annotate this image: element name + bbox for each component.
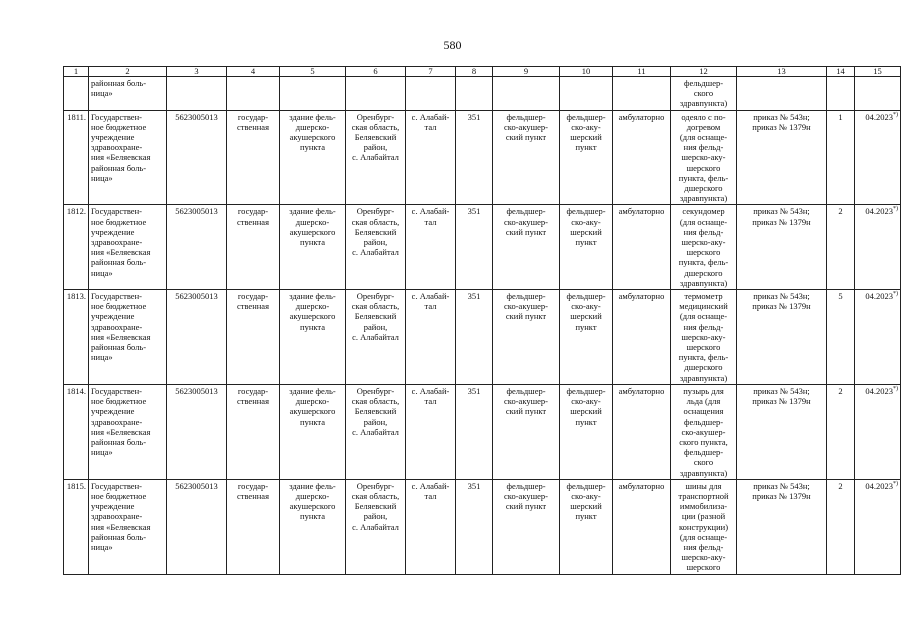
unit-type-cell: фельдшер- ско-аку- шерский пункт: [560, 290, 613, 385]
equipment-cell: термометр медицинский (для оснаще- ния фельд- шерско-аку- шерского пункта, фель- дшерского здравпункта): [671, 290, 737, 385]
header-cell: 6: [346, 67, 406, 77]
org-name-cell: Государствен- ное бюджетное учреждение здравоохране- ния «Беляевская районная боль- ница»: [89, 110, 167, 205]
ownership-cell: государ- ственная: [227, 110, 280, 205]
table-row: [64, 384, 901, 479]
quantity-cell: 2: [827, 384, 855, 479]
unit-type-cell: фельдшер- ско-аку- шерский пункт: [560, 384, 613, 479]
date-text: 04.2023: [865, 480, 893, 491]
org-cell: районная боль- ница»: [89, 77, 167, 111]
address-cell: Оренбург- ская область, Беляевский район, с. Алабайтал: [346, 479, 406, 574]
org-name-cell: Государствен- ное бюджетное учреждение здравоохране- ния «Беляевская районная боль- ница»: [89, 205, 167, 290]
quantity-cell: 5: [827, 290, 855, 385]
inn-cell: 5623005013: [167, 290, 227, 385]
cell: [855, 77, 901, 111]
cell: [280, 77, 346, 111]
row-number-cell: 1812.: [64, 205, 89, 290]
unit-cell: фельдшер- ско-акушер- ский пункт: [493, 290, 560, 385]
page-number: 580: [443, 38, 462, 52]
row-number-cell: 1815.: [64, 479, 89, 574]
settlement-cell: с. Алабай- тал: [406, 205, 456, 290]
header-cell: 15: [855, 67, 901, 77]
care-type-cell: амбулаторно: [613, 384, 671, 479]
building-cell: здание фель- дшерско- акушерского пункта: [280, 479, 346, 574]
cell: [406, 77, 456, 111]
building-cell: здание фель- дшерско- акушерского пункта: [280, 384, 346, 479]
ownership-cell: государ- ственная: [227, 290, 280, 385]
org-name-cell: Государствен- ное бюджетное учреждение здравоохране- ния «Беляевская районная боль- ница»: [89, 479, 167, 574]
cell: [167, 77, 227, 111]
address-cell: Оренбург- ская область, Беляевский район, с. Алабайтал: [346, 110, 406, 205]
date-cell: [855, 205, 901, 290]
settlement-cell: с. Алабай- тал: [406, 110, 456, 205]
date-cell: [855, 479, 901, 574]
ownership-cell: государ- ственная: [227, 205, 280, 290]
table-row: [64, 479, 901, 574]
item-cell: фельдшер- ского здравпункта): [671, 77, 737, 111]
date-text: 04.2023: [865, 206, 893, 217]
header-cell: 4: [227, 67, 280, 77]
quantity-cell: 2: [827, 479, 855, 574]
date-footnote-mark: *): [893, 291, 898, 298]
order-cell: приказ № 543н; приказ № 1379н: [737, 384, 827, 479]
building-cell: здание фель- дшерско- акушерского пункта: [280, 205, 346, 290]
date-footnote-mark: *): [893, 111, 898, 118]
code-cell: 351: [456, 110, 493, 205]
address-cell: Оренбург- ская область, Беляевский район, с. Алабайтал: [346, 290, 406, 385]
cell: [737, 77, 827, 111]
inn-cell: 5623005013: [167, 479, 227, 574]
unit-type-cell: фельдшер- ско-аку- шерский пункт: [560, 110, 613, 205]
date-cell: [855, 290, 901, 385]
cell: [456, 77, 493, 111]
equipment-cell: шины для транспортной иммобилиза- ции (разной конструкции) (для оснаще- ния фельд- шерско-аку- шерского: [671, 479, 737, 574]
ownership-cell: государ- ственная: [227, 384, 280, 479]
header-cell: 12: [671, 67, 737, 77]
row-number-cell: 1814.: [64, 384, 89, 479]
inn-cell: 5623005013: [167, 205, 227, 290]
equipment-cell: секундомер (для оснаще- ния фельд- шерско-аку- шерского пункта, фель- дшерского здравпункта): [671, 205, 737, 290]
code-cell: 351: [456, 479, 493, 574]
order-cell: приказ № 543н; приказ № 1379н: [737, 205, 827, 290]
header-cell: 11: [613, 67, 671, 77]
quantity-cell: 1: [827, 110, 855, 205]
order-cell: приказ № 543н; приказ № 1379н: [737, 290, 827, 385]
unit-cell: фельдшер- ско-акушер- ский пункт: [493, 384, 560, 479]
header-cell: 3: [167, 67, 227, 77]
cell: [227, 77, 280, 111]
org-name-cell: Государствен- ное бюджетное учреждение здравоохране- ния «Беляевская районная боль- ница»: [89, 290, 167, 385]
header-cell: 2: [89, 67, 167, 77]
continuation-row: [64, 77, 901, 111]
cell: [613, 77, 671, 111]
code-cell: 351: [456, 384, 493, 479]
header-cell: 7: [406, 67, 456, 77]
code-cell: 351: [456, 205, 493, 290]
building-cell: здание фель- дшерско- акушерского пункта: [280, 290, 346, 385]
date-text: 04.2023: [865, 111, 893, 122]
table-row: [64, 290, 901, 385]
cell: [827, 77, 855, 111]
header-cell: 13: [737, 67, 827, 77]
table-row: [64, 110, 901, 205]
date-text: 04.2023: [865, 291, 893, 302]
settlement-cell: с. Алабай- тал: [406, 479, 456, 574]
code-cell: 351: [456, 290, 493, 385]
equipment-cell: одеяло с по- догревом (для оснаще- ния фельд- шерско-аку- шерского пункта, фель- дшерского здравпункта): [671, 110, 737, 205]
header-cell: 9: [493, 67, 560, 77]
address-cell: Оренбург- ская область, Беляевский район, с. Алабайтал: [346, 205, 406, 290]
header-cell: 10: [560, 67, 613, 77]
care-type-cell: амбулаторно: [613, 479, 671, 574]
care-type-cell: амбулаторно: [613, 205, 671, 290]
ownership-cell: государ- ственная: [227, 479, 280, 574]
cell: [560, 77, 613, 111]
settlement-cell: с. Алабай- тал: [406, 384, 456, 479]
row-number-cell: 1811.: [64, 110, 89, 205]
header-cell: 1: [64, 67, 89, 77]
unit-cell: фельдшер- ско-акушер- ский пункт: [493, 479, 560, 574]
date-footnote-mark: *): [893, 480, 898, 487]
unit-type-cell: фельдшер- ско-аку- шерский пункт: [560, 205, 613, 290]
cell: [493, 77, 560, 111]
org-name-cell: Государствен- ное бюджетное учреждение здравоохране- ния «Беляевская районная боль- ница»: [89, 384, 167, 479]
cell: [64, 77, 89, 111]
care-type-cell: амбулаторно: [613, 110, 671, 205]
address-cell: Оренбург- ская область, Беляевский район, с. Алабайтал: [346, 384, 406, 479]
table-row: [64, 205, 901, 290]
settlement-cell: с. Алабай- тал: [406, 290, 456, 385]
unit-cell: фельдшер- ско-акушер- ский пункт: [493, 110, 560, 205]
header-cell: 5: [280, 67, 346, 77]
unit-cell: фельдшер- ско-акушер- ский пункт: [493, 205, 560, 290]
building-cell: здание фель- дшерско- акушерского пункта: [280, 110, 346, 205]
date-cell: [855, 110, 901, 205]
inn-cell: 5623005013: [167, 110, 227, 205]
header-cell: 14: [827, 67, 855, 77]
quantity-cell: 2: [827, 205, 855, 290]
date-text: 04.2023: [865, 385, 893, 396]
header-row: [64, 67, 901, 77]
equipment-cell: пузырь для льда (для оснащения фельдшер- ско-акушер- ского пункта, фельдшер- ского здравпункта): [671, 384, 737, 479]
header-cell: 8: [456, 67, 493, 77]
order-cell: приказ № 543н; приказ № 1379н: [737, 479, 827, 574]
registry-table: [63, 66, 901, 575]
date-cell: [855, 384, 901, 479]
date-footnote-mark: *): [893, 386, 898, 393]
inn-cell: 5623005013: [167, 384, 227, 479]
unit-type-cell: фельдшер- ско-аку- шерский пункт: [560, 479, 613, 574]
order-cell: приказ № 543н; приказ № 1379н: [737, 110, 827, 205]
row-number-cell: 1813.: [64, 290, 89, 385]
date-footnote-mark: *): [893, 206, 898, 213]
cell: [346, 77, 406, 111]
care-type-cell: амбулаторно: [613, 290, 671, 385]
